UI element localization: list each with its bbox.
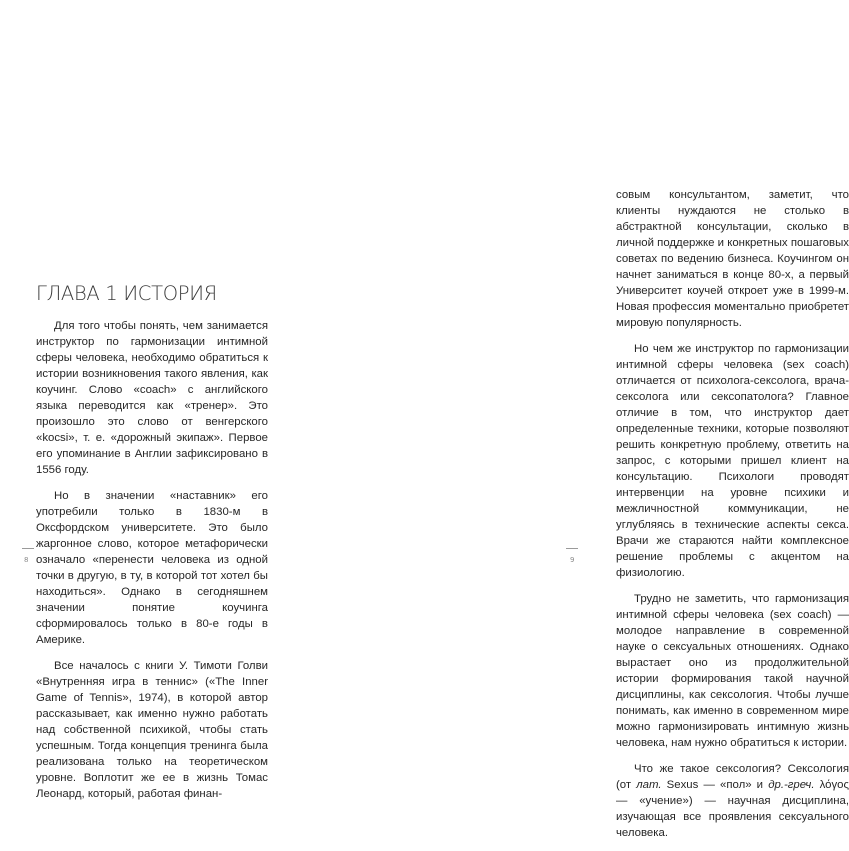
paragraph <box>616 761 849 841</box>
paragraph: Для того чтобы понять, чем занимается инструктор по гармонизации интимной сферы человека, необходимо обратиться к истории возникновения такого явления, как коучинг. Слово «coach» с английского языка переводится как «тренер». Это произошло это слово от венгерского «kocsi», т. е. «дорожный экипаж». Первое его упоминание в Англии зафиксировано в 1556 году. <box>36 320 268 476</box>
paragraph: Но чем же инструктор по гармонизации интимной сферы человека (sex coach) отличается от психолога-сексолога, врача-сексолога или сексопатолога? Главное отличие в том, что инструктор дает определенные техники, которые позволяют решить конкретную проблему, ответить на запрос, с которыми пришел клиент на консультацию. Психологи проводят интервенции на уровне психики и межличностной коммуникации, не углубляясь в технические аспекты секса. Врачи же стараются найти комплексное решение проблемы с акцентом на физиологию. <box>616 343 849 579</box>
folio-rule <box>566 548 578 549</box>
paragraph: Но в значении «наставник» его употребили только в 1830-м в Оксфордском университете. Это было жаргонное слово, которое метафорически означало «перенести человека из одной точки в другую, в ту, в которой тот хотел бы находиться». Однако в сегодняшнем значении понятие коучинга сформировалось только в 80-е годы в Америке. <box>36 490 268 646</box>
left-page <box>0 0 300 800</box>
text-run: Что же такое сексология? Сексология (от <box>616 763 849 791</box>
abbreviation-lat: лат. <box>636 779 662 791</box>
page-number: 8 <box>24 556 29 564</box>
paragraph: Трудно не заметить, что гармонизация интимной сферы человека (sex coach) — молодое направление в современной науке о сексуальных отношениях. Однако вырастает оно из продолжительной истории формирования такой научной дисциплины, как сексология. Чтобы лучше понимать, как именно в современном мире можно гармонизировать интимную жизнь человека, нам нужно обратиться к истории. <box>616 593 849 749</box>
text-run: Sexus — «пол» и <box>661 779 769 791</box>
folio-rule <box>22 548 34 549</box>
continued-paragraph: совым консультантом, заметит, что клиенты нуждаются не столько в абстрактной консультации, сколько в личной поддержке и конкретных пошаговых советах по ведению бизнеса. Коучингом он начнет заниматься в конце 80-х, а первый Университет коучей откроет уже в 1999-м. Новая профессия моментально приобретет мировую популярность. <box>616 189 849 329</box>
abbreviation-greek: др.-греч. <box>768 779 815 791</box>
chapter-title: ГЛАВА 1 ИСТОРИЯ <box>36 282 217 305</box>
right-page-text <box>616 187 849 851</box>
right-page <box>300 0 849 839</box>
text-run: λόγος — «учение») — научная дисциплина, изучающая все проявления сексуального человека. <box>616 779 849 839</box>
page-number: 9 <box>570 556 575 564</box>
paragraph: Все началось с книги У. Тимоти Голви «Внутренняя игра в теннис» («The Inner Game of Tennis», 1974), в которой автор рассказывает, как именно нужно работать над собственной психикой, чтобы стать успешным. Тогда концепция тренинга была реализована только на теоретическом уровне. Воплотит же ее в жизнь Томас Леонард, который, работая финан- <box>36 660 268 800</box>
left-page-text <box>36 318 268 812</box>
